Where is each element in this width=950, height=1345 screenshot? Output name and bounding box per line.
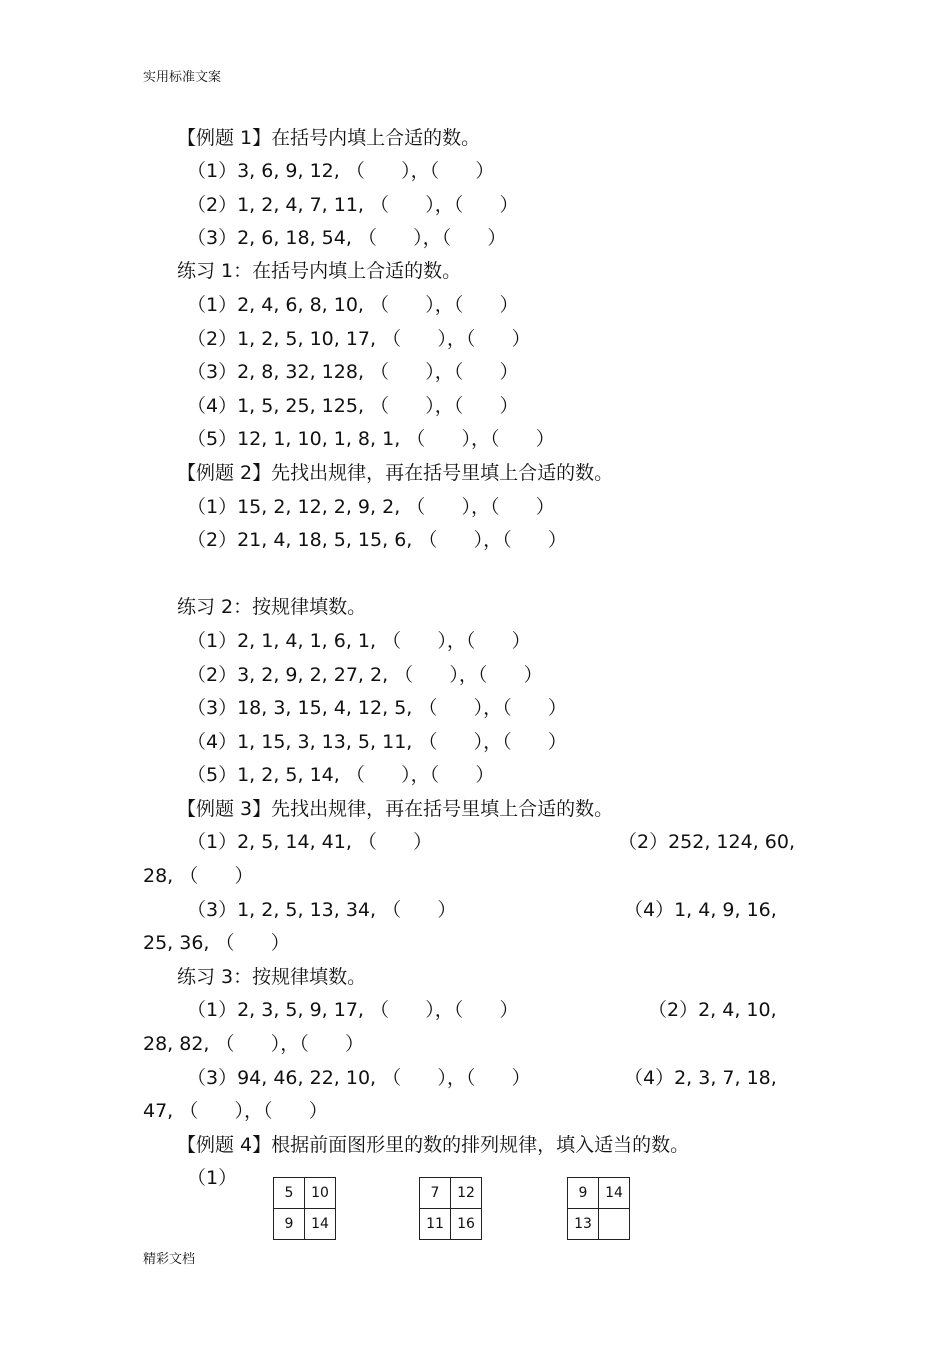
example-1-item-3: （3）2, 6, 18, 54, （ ），（ ） [187, 227, 507, 249]
grid-cell: 7 [420, 1178, 451, 1209]
example-3-item-1: （1）2, 5, 14, 41, （ ） [187, 831, 433, 853]
example-4-item-1: （1） [187, 1167, 238, 1189]
exercise-2-item-5: （5）1, 2, 5, 14, （ ），（ ） [187, 764, 495, 786]
grid-cell: 13 [568, 1209, 599, 1240]
exercise-2-title: 练习 2：按规律填数。 [177, 596, 367, 618]
exercise-3-item-4-start: （4）2, 3, 7, 18, [624, 1067, 777, 1089]
exercise-1-title: 练习 1：在括号内填上合适的数。 [177, 260, 462, 282]
example-3-item-2-end: 28, （ ） [143, 865, 254, 887]
grid-cell: 12 [451, 1178, 482, 1209]
exercise-1-item-1: （1）2, 4, 6, 8, 10, （ ），（ ） [187, 294, 519, 316]
example-3-item-3: （3）1, 2, 5, 13, 34, （ ） [187, 899, 457, 921]
exercise-1-item-3: （3）2, 8, 32, 128, （ ），（ ） [187, 361, 519, 383]
exercise-2-item-3: （3）18, 3, 15, 4, 12, 5, （ ），（ ） [187, 697, 567, 719]
grid-cell: 9 [274, 1209, 305, 1240]
exercise-3-title: 练习 3：按规律填数。 [177, 966, 367, 988]
example-2-title: 【例题 2】先找出规律，再在括号里填上合适的数。 [177, 462, 614, 484]
example-3-item-4-start: （4）1, 4, 9, 16, [624, 899, 777, 921]
exercise-3-item-1: （1）2, 3, 5, 9, 17, （ ），（ ） [187, 999, 519, 1021]
grid-cell: 10 [305, 1178, 336, 1209]
page-footer: 精彩文档 [143, 1252, 196, 1267]
exercise-3-item-3: （3）94, 46, 22, 10, （ ），（ ） [187, 1067, 531, 1089]
grid-cell: 5 [274, 1178, 305, 1209]
example-2-item-2: （2）21, 4, 18, 5, 15, 6, （ ），（ ） [187, 529, 567, 551]
grid-cell: 14 [305, 1209, 336, 1240]
example-1-title: 【例题 1】在括号内填上合适的数。 [177, 127, 481, 149]
number-grid-1 [273, 1177, 336, 1240]
page-header: 实用标准文案 [143, 70, 222, 85]
grid-cell: 14 [599, 1178, 630, 1209]
example-1-item-1: （1）3, 6, 9, 12, （ ），（ ） [187, 160, 495, 182]
exercise-1-item-4: （4）1, 5, 25, 125, （ ），（ ） [187, 395, 519, 417]
example-3-title: 【例题 3】先找出规律，再在括号里填上合适的数。 [177, 798, 614, 820]
example-2-item-1: （1）15, 2, 12, 2, 9, 2, （ ），（ ） [187, 496, 555, 518]
exercise-2-item-4: （4）1, 15, 3, 13, 5, 11, （ ），（ ） [187, 731, 567, 753]
exercise-3-item-4-end: 47, （ ），（ ） [143, 1100, 328, 1122]
number-grid-2 [419, 1177, 482, 1240]
example-1-item-2: （2）1, 2, 4, 7, 11, （ ），（ ） [187, 194, 519, 216]
exercise-2-item-2: （2）3, 2, 9, 2, 27, 2, （ ），（ ） [187, 664, 543, 686]
grid-cell-empty[interactable] [599, 1209, 630, 1240]
number-grid-3 [567, 1177, 630, 1240]
example-4-title: 【例题 4】根据前面图形里的数的排列规律，填入适当的数。 [177, 1134, 690, 1156]
exercise-3-item-2-start: （2）2, 4, 10, [648, 999, 777, 1021]
grid-cell: 11 [420, 1209, 451, 1240]
exercise-3-item-2-end: 28, 82, （ ），（ ） [143, 1033, 364, 1055]
grid-cell: 9 [568, 1178, 599, 1209]
example-3-item-2-start: （2）252, 124, 60, [618, 831, 795, 853]
exercise-2-item-1: （1）2, 1, 4, 1, 6, 1, （ ），（ ） [187, 630, 531, 652]
exercise-1-item-2: （2）1, 2, 5, 10, 17, （ ），（ ） [187, 328, 531, 350]
grid-cell: 16 [451, 1209, 482, 1240]
example-3-item-4-end: 25, 36, （ ） [143, 932, 290, 954]
exercise-1-item-5: （5）12, 1, 10, 1, 8, 1, （ ），（ ） [187, 428, 555, 450]
